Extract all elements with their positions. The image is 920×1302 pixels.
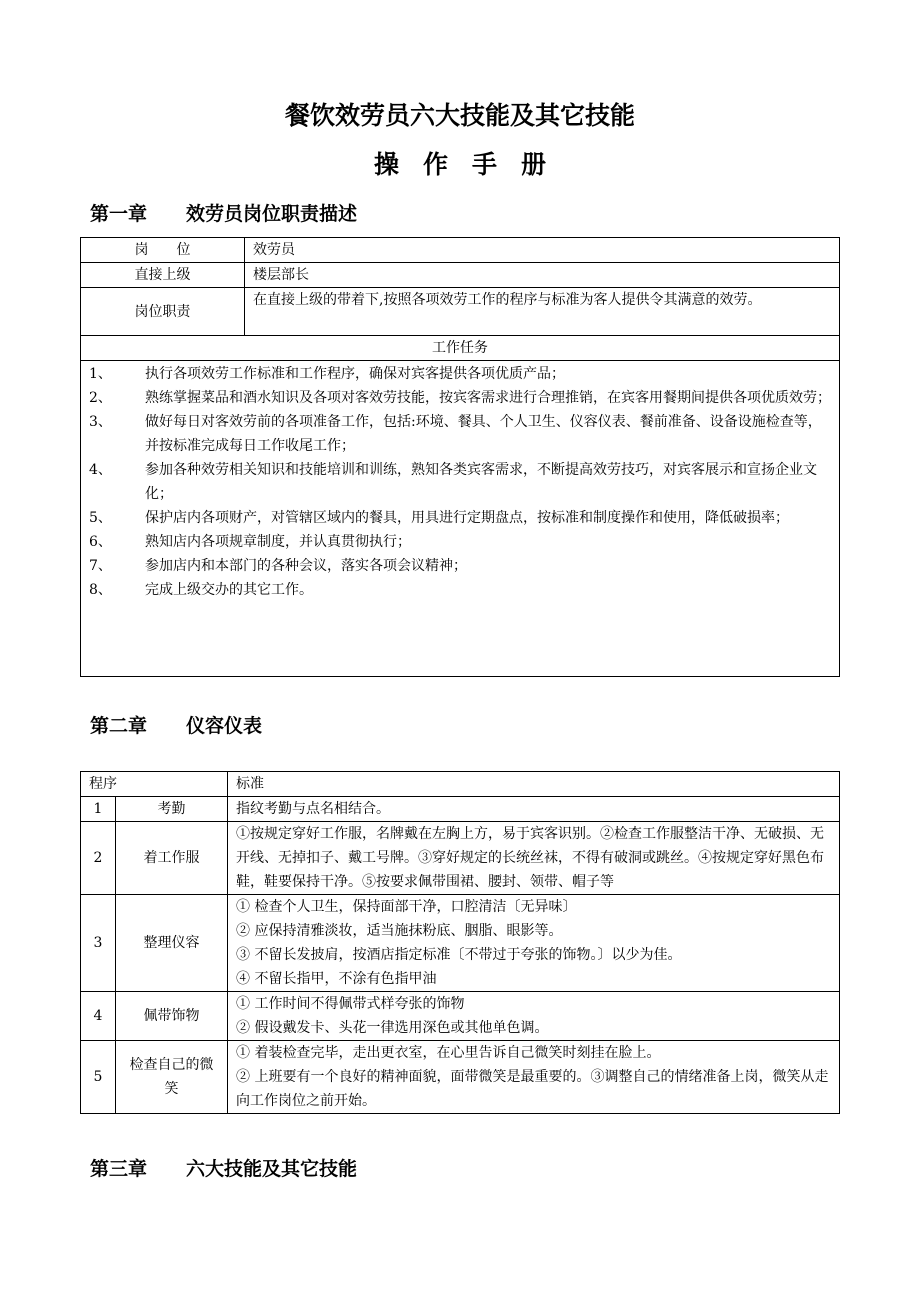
table-row: [81, 361, 840, 677]
chapter-number: 第三章: [90, 1158, 148, 1180]
standard-line: ③ 不留长发披肩，按酒店指定标准〔不带过于夸张的饰物。〕以少为佳。: [236, 947, 682, 963]
tasks-header: 工作任务: [81, 336, 840, 361]
row-standard: [228, 1041, 840, 1114]
standard-line: ② 假设戴发卡、头花一律选用深色或其他单色调。: [236, 1020, 549, 1036]
row-label: 岗 位: [81, 238, 245, 263]
task-text: 熟练掌握菜品和酒水知识及各项对客效劳技能，按宾客需求进行合理推销，在宾客用餐期间提供各项优质效劳；: [145, 390, 831, 406]
table-row: [81, 822, 840, 895]
task-text: 做好每日对客效劳前的各项准备工作，包括:环境、餐具、个人卫生、仪容仪表、餐前准备、设备设施检查等，并按标准完成每日工作收尾工作；: [145, 414, 822, 454]
task-number: 8、: [89, 582, 112, 598]
row-seq: 3: [81, 895, 116, 992]
row-seq: 2: [81, 822, 116, 895]
task-number: 6、: [89, 534, 112, 550]
column-header-procedure: 程序: [81, 772, 228, 797]
task-number: 1、: [89, 366, 112, 382]
chapter-number: 第二章: [90, 715, 148, 737]
chapter-3-heading: [90, 1154, 357, 1181]
tasks-list: [81, 361, 840, 677]
table-row: [81, 288, 840, 336]
list-item: [89, 362, 831, 386]
list-item: [89, 458, 831, 506]
row-label: 直接上级: [81, 263, 245, 288]
table-row: [81, 336, 840, 361]
task-number: 5、: [89, 510, 112, 526]
list-item: [89, 578, 831, 602]
table-row: [81, 1041, 840, 1114]
standard-line: ① 着装检查完毕，走出更衣室，在心里告诉自己微笑时刻挂在脸上。: [236, 1045, 661, 1061]
document-title: 餐饮效劳员六大技能及其它技能: [284, 101, 635, 130]
task-text: 完成上级交办的其它工作。: [145, 582, 313, 598]
task-number: 2、: [89, 390, 112, 406]
table-header-row: [81, 772, 840, 797]
list-item: [89, 506, 831, 530]
list-item: [89, 554, 831, 578]
task-text: 参加各种效劳相关知识和技能培训和训练，熟知各类宾客需求，不断提高效劳技巧，对宾客展示和宣扬企业文化；: [145, 462, 817, 502]
column-header-standard: 标准: [228, 772, 840, 797]
appearance-standards-table: [80, 771, 840, 1114]
list-item: [89, 530, 831, 554]
chapter-1-heading: [90, 199, 357, 226]
table-row: [81, 263, 840, 288]
list-item: [89, 410, 831, 458]
table-row: [81, 992, 840, 1041]
job-description-table: [80, 237, 840, 677]
chapter-2-heading: [90, 711, 262, 738]
list-item: [89, 386, 831, 410]
row-procedure: 检查自己的微笑: [116, 1041, 228, 1114]
row-standard: [228, 992, 840, 1041]
row-standard: [228, 822, 840, 895]
chapter-title: 效劳员岗位职责描述: [186, 203, 358, 225]
row-procedure: 考勤: [116, 797, 228, 822]
table-row: [81, 238, 840, 263]
row-procedure: 整理仪容: [116, 895, 228, 992]
row-standard: [228, 797, 840, 822]
table-row: [81, 895, 840, 992]
row-procedure: 佩带饰物: [116, 992, 228, 1041]
task-text: 保护店内各项财产，对管辖区域内的餐具，用具进行定期盘点，按标准和制度操作和使用，降低破损率；: [145, 510, 789, 526]
task-number: 7、: [89, 558, 112, 574]
row-label: 岗位职责: [81, 288, 245, 336]
standard-line: ①按规定穿好工作服，名牌戴在左胸上方，易于宾客识别。②检查工作服整洁干净、无破损、无开线、无掉扣子、戴工号牌。③穿好规定的长统丝袜，不得有破洞或跳丝。④按规定穿好黑色布鞋，鞋要保持干净。⑤按要求佩带围裙、腰封、领带、帽子等: [236, 826, 824, 890]
row-procedure: 着工作服: [116, 822, 228, 895]
table-row: [81, 797, 840, 822]
task-text: 熟知店内各项规章制度，并认真贯彻执行；: [145, 534, 411, 550]
row-value: 楼层部长: [245, 263, 840, 288]
row-value: 在直接上级的带着下,按照各项效劳工作的程序与标准为客人提供令其满意的效劳。: [245, 288, 840, 336]
chapter-number: 第一章: [90, 203, 148, 225]
row-standard: [228, 895, 840, 992]
standard-line: ② 应保持清雅淡妆，适当施抹粉底、胭脂、眼影等。: [236, 923, 563, 939]
row-seq: 4: [81, 992, 116, 1041]
standard-line: 指纹考勤与点名相结合。: [236, 801, 390, 817]
standard-line: ④ 不留长指甲，不涂有色指甲油: [236, 971, 437, 987]
standard-line: ① 检查个人卫生，保持面部干净，口腔清洁〔无异味〕: [236, 899, 577, 915]
row-seq: 1: [81, 797, 116, 822]
chapter-title: 六大技能及其它技能: [186, 1158, 358, 1180]
task-number: 4、: [89, 462, 112, 478]
task-text: 执行各项效劳工作标准和工作程序，确保对宾客提供各项优质产品；: [145, 366, 565, 382]
row-seq: 5: [81, 1041, 116, 1114]
standard-line: ② 上班要有一个良好的精神面貌，面带微笑是最重要的。③调整自己的情绪准备上岗，微笑从走向工作岗位之前开始。: [236, 1069, 829, 1109]
task-number: 3、: [89, 414, 112, 430]
standard-line: ① 工作时间不得佩带式样夸张的饰物: [236, 996, 465, 1012]
row-value: 效劳员: [245, 238, 840, 263]
chapter-title: 仪容仪表: [186, 715, 263, 737]
task-text: 参加店内和本部门的各种会议，落实各项会议精神；: [145, 558, 467, 574]
document-subtitle: 操作手册: [373, 150, 570, 179]
